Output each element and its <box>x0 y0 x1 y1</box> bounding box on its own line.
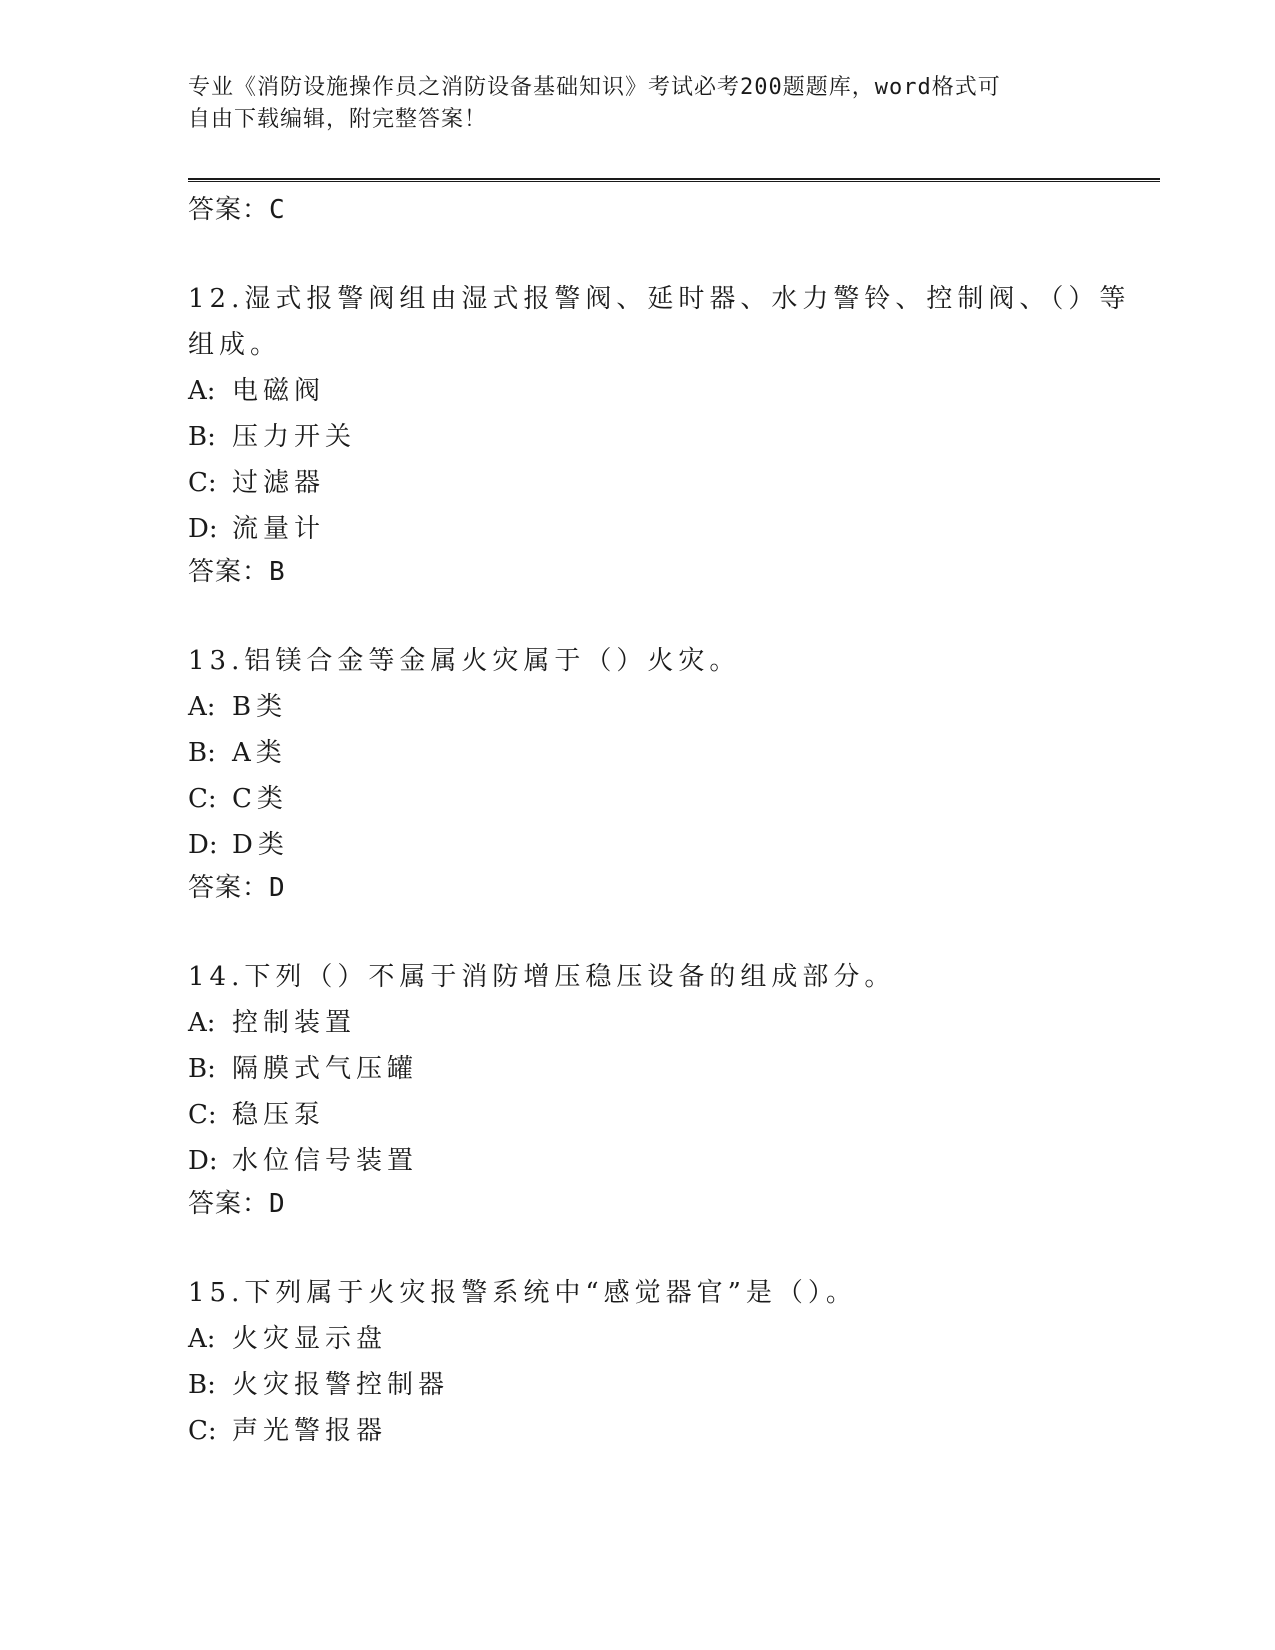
option-text: 火灾显示盘 <box>232 1324 388 1354</box>
question-stem-line: 13.铝镁合金等金属火灾属于（）火灾。 <box>188 646 741 676</box>
question-stem-line: 14.下列（）不属于消防增压稳压设备的组成部分。 <box>188 962 896 992</box>
option-b <box>188 1362 1148 1408</box>
question-stem <box>188 276 1148 368</box>
option-letter: B: <box>188 422 216 452</box>
option-c <box>188 1408 1148 1454</box>
option-text: D类 <box>232 830 289 860</box>
option-letter: C: <box>188 784 217 814</box>
question-block <box>188 954 1148 1224</box>
option-text: 压力开关 <box>232 422 357 452</box>
option-d <box>188 1138 1148 1184</box>
option-text: A类 <box>232 738 287 768</box>
option-letter: A: <box>188 1324 216 1354</box>
option-text: 稳压泵 <box>232 1100 326 1130</box>
option-letter: B: <box>188 1054 216 1084</box>
option-c <box>188 1092 1148 1138</box>
option-text: 过滤器 <box>232 468 326 498</box>
option-a <box>188 1316 1148 1362</box>
option-text: 电磁阀 <box>232 376 326 406</box>
question-stem-line: 12.湿式报警阀组由湿式报警阀、延时器、水力警铃、控制阀、（）等 <box>188 284 1131 314</box>
answer-line: 答案：D <box>188 1189 286 1219</box>
answer-line: 答案：D <box>188 873 286 903</box>
option-c <box>188 460 1148 506</box>
option-text: C类 <box>232 784 288 814</box>
page-header <box>188 72 1088 136</box>
option-text: B类 <box>232 692 288 722</box>
question-block <box>188 276 1148 592</box>
answer-line: 答案：C <box>188 195 286 225</box>
option-text: 控制装置 <box>232 1008 357 1038</box>
option-a <box>188 1000 1148 1046</box>
header-divider <box>188 178 1160 182</box>
option-c <box>188 776 1148 822</box>
header-line-1: 专业《消防设施操作员之消防设备基础知识》考试必考200题题库，word格式可 <box>188 75 1001 100</box>
question-stem-line: 15.下列属于火灾报警系统中“感觉器官”是（）。 <box>188 1278 857 1308</box>
option-letter: C: <box>188 468 217 498</box>
option-b <box>188 1046 1148 1092</box>
question-list <box>188 190 1148 1454</box>
option-letter: A: <box>188 692 216 722</box>
option-text: 隔膜式气压罐 <box>232 1054 419 1084</box>
option-d <box>188 822 1148 868</box>
option-text: 火灾报警控制器 <box>232 1370 450 1400</box>
option-letter: D: <box>188 1146 218 1176</box>
answer-line: 答案：B <box>188 557 286 587</box>
question-block <box>188 638 1148 908</box>
option-d <box>188 506 1148 552</box>
option-letter: D: <box>188 514 218 544</box>
question-stem <box>188 1270 1148 1316</box>
option-b <box>188 730 1148 776</box>
header-line-2: 自由下载编辑，附完整答案！ <box>188 107 488 132</box>
option-a <box>188 368 1148 414</box>
option-letter: D: <box>188 830 218 860</box>
option-text: 水位信号装置 <box>232 1146 419 1176</box>
option-letter: A: <box>188 376 216 406</box>
option-a <box>188 684 1148 730</box>
option-letter: B: <box>188 738 216 768</box>
option-letter: C: <box>188 1416 217 1446</box>
option-text: 声光警报器 <box>232 1416 388 1446</box>
question-stem <box>188 954 1148 1000</box>
option-text: 流量计 <box>232 514 326 544</box>
question-block <box>188 1270 1148 1454</box>
question-stem <box>188 638 1148 684</box>
option-letter: A: <box>188 1008 216 1038</box>
option-letter: B: <box>188 1370 216 1400</box>
option-b <box>188 414 1148 460</box>
question-stem-line: 组成。 <box>188 330 282 360</box>
option-letter: C: <box>188 1100 217 1130</box>
